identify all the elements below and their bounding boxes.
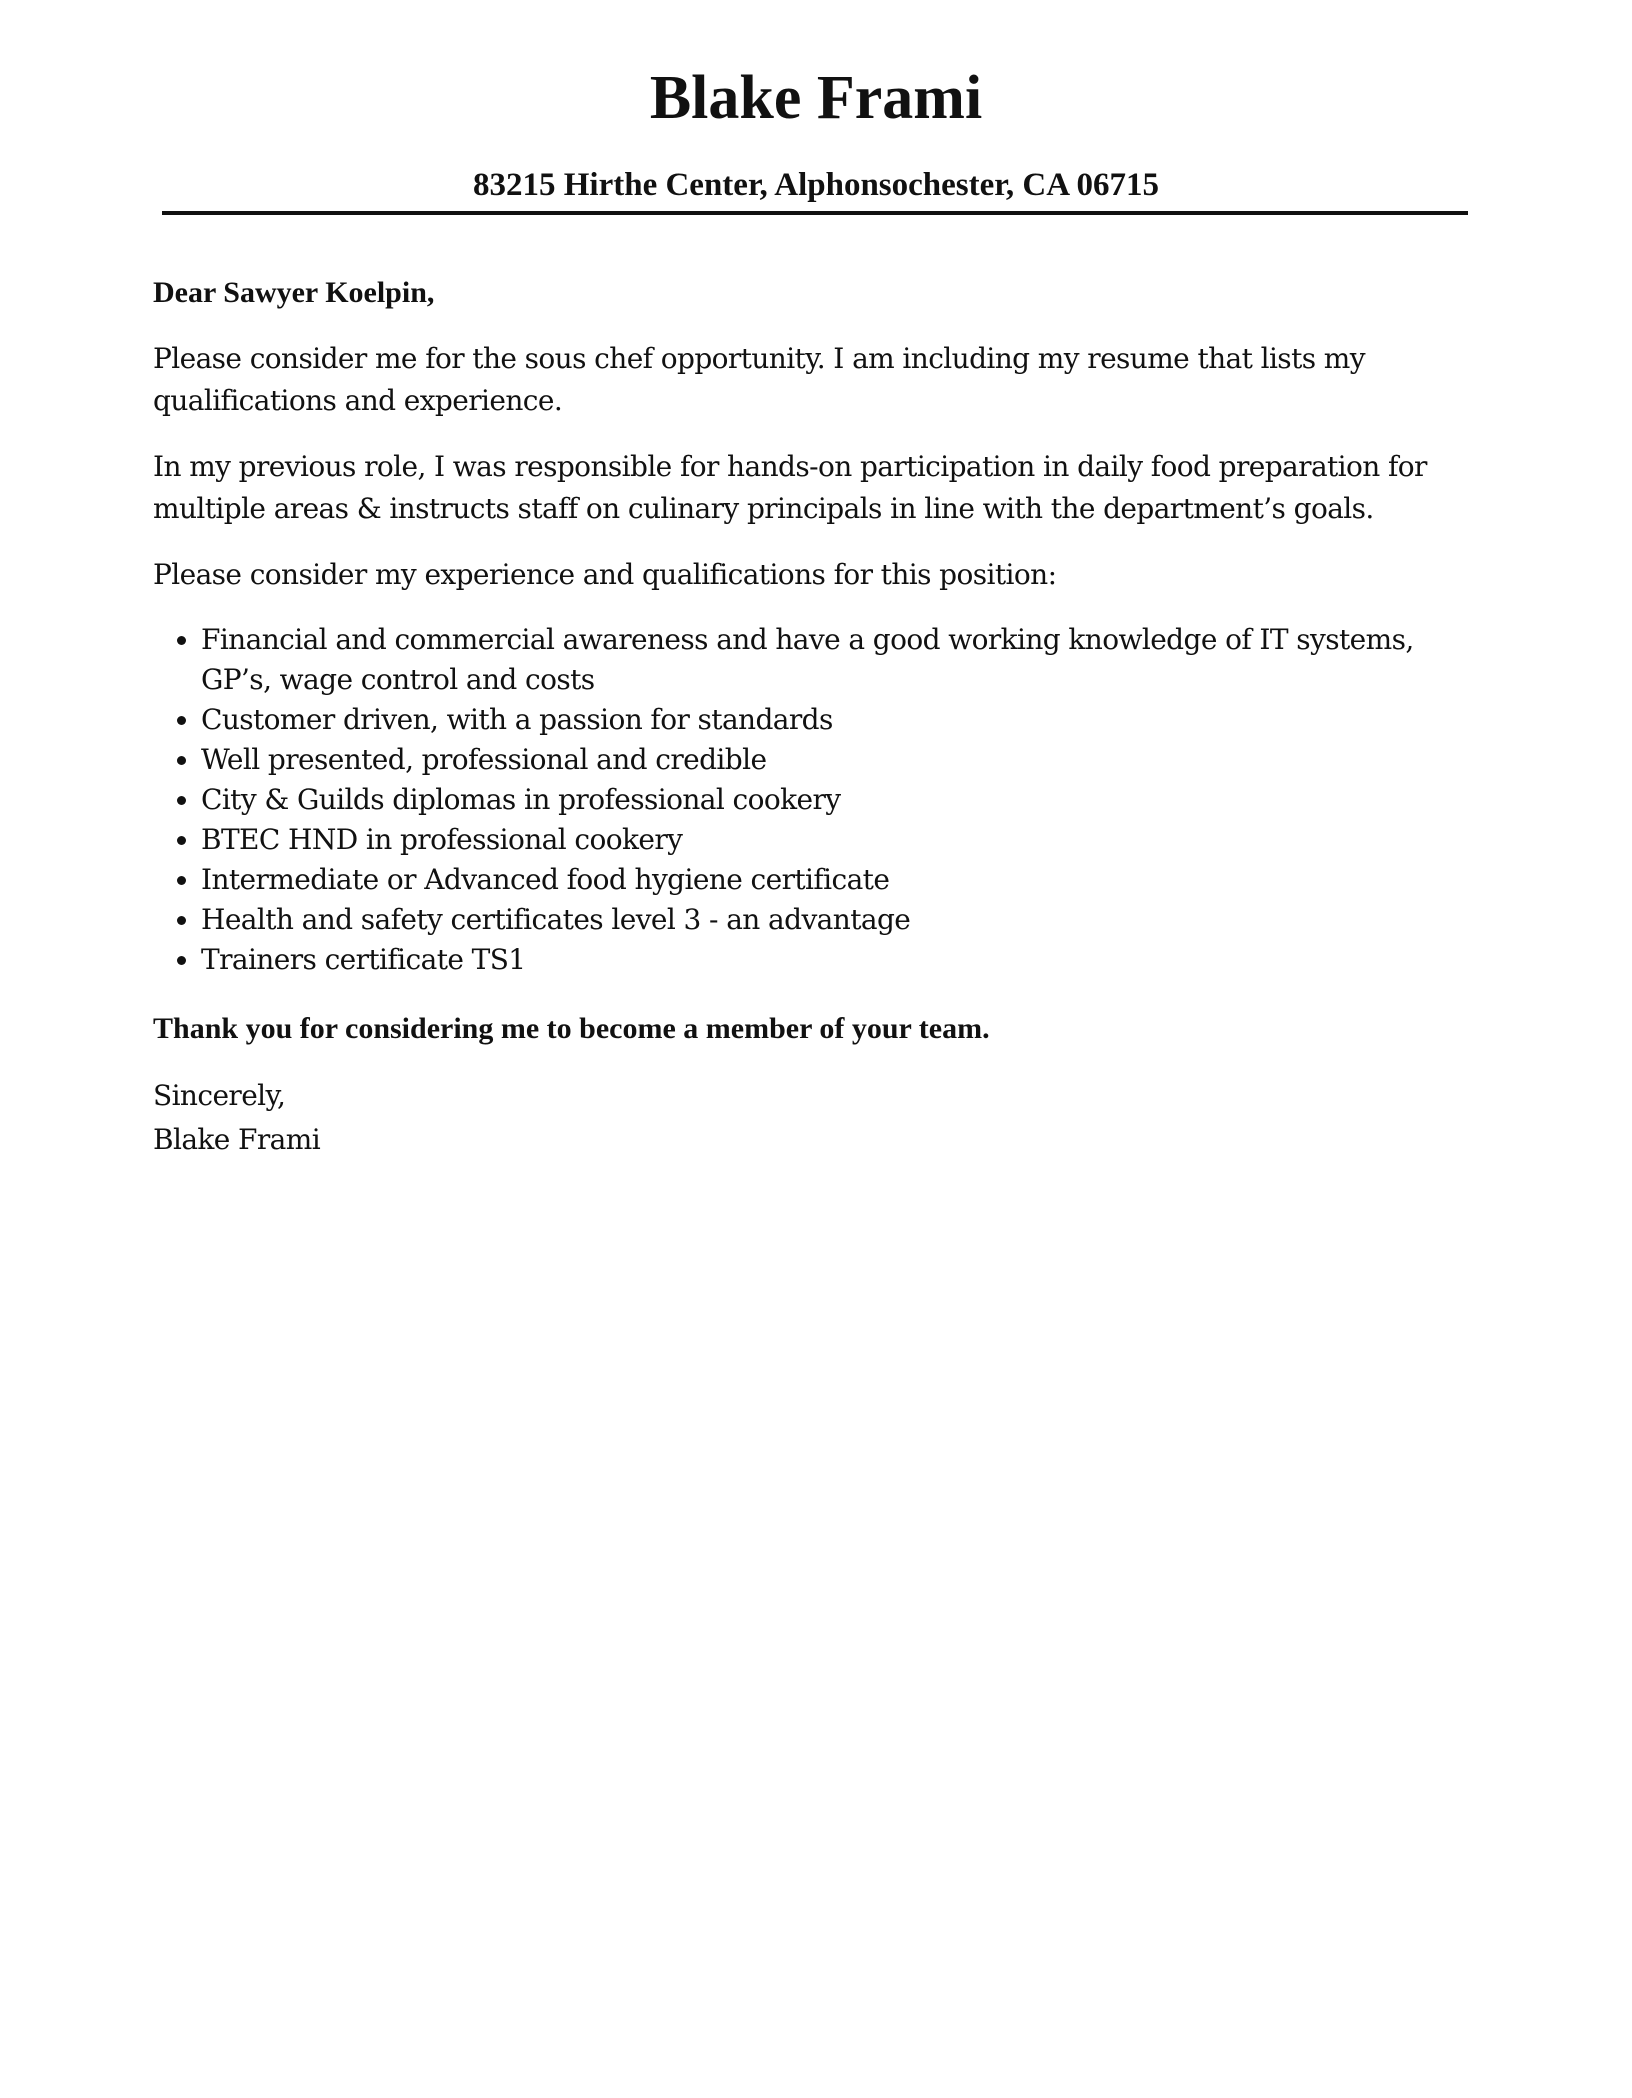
letter-body [153,272,1473,1162]
list-item [153,900,1473,940]
signature: Blake Frami [153,1123,321,1156]
list-item-text: Customer driven, with a passion for standards [201,703,833,736]
closing-statement: Thank you for considering me to become a member of your team. [153,1012,990,1045]
greeting: Dear Sawyer Koelpin, [153,276,435,309]
list-item [153,700,1473,740]
list-item [153,620,1473,700]
header-divider [162,211,1468,215]
list-item [153,860,1473,900]
list-item-text: BTEC HND in professional cookery [201,823,683,856]
qualifications-list [153,620,1473,980]
list-item-text: Trainers certificate TS1 [201,943,526,976]
list-item [153,820,1473,860]
applicant-name: Blake Frami [649,64,983,132]
list-item-text: Intermediate or Advanced food hygiene certificate [201,863,890,896]
bullet-icon [177,836,186,845]
list-item [153,740,1473,780]
signoff: Sincerely, [153,1079,286,1112]
bullet-icon [177,876,186,885]
bullet-icon [177,916,186,925]
paragraph-intro: Please consider me for the sous chef opportunity. I am including my resume that lists my qualifications and experience. [153,342,1365,417]
bullet-icon [177,796,186,805]
list-item [153,940,1473,980]
list-item-text: City & Guilds diplomas in professional cookery [201,783,841,816]
bullet-icon [177,956,186,965]
bullet-icon [177,636,186,645]
list-item-text: Health and safety certificates level 3 - an advantage [201,903,911,936]
bullet-icon [177,716,186,725]
applicant-address: 83215 Hirthe Center, Alphonsochester, CA 06715 [473,167,1159,203]
bullet-icon [177,756,186,765]
paragraph-qualifications-lead: Please consider my experience and qualifications for this position: [153,558,1057,591]
list-item [153,780,1473,820]
list-item-text: Financial and commercial awareness and have a good working knowledge of IT systems, GP’s, wage control and costs [201,623,1414,696]
paragraph-previous-role: In my previous role, I was responsible for hands-on participation in daily food preparation for multiple areas & instructs staff on culinary principals in line with the department’s goals. [153,450,1427,525]
signoff-block [153,1074,1473,1162]
list-item-text: Well presented, professional and credible [201,743,767,776]
